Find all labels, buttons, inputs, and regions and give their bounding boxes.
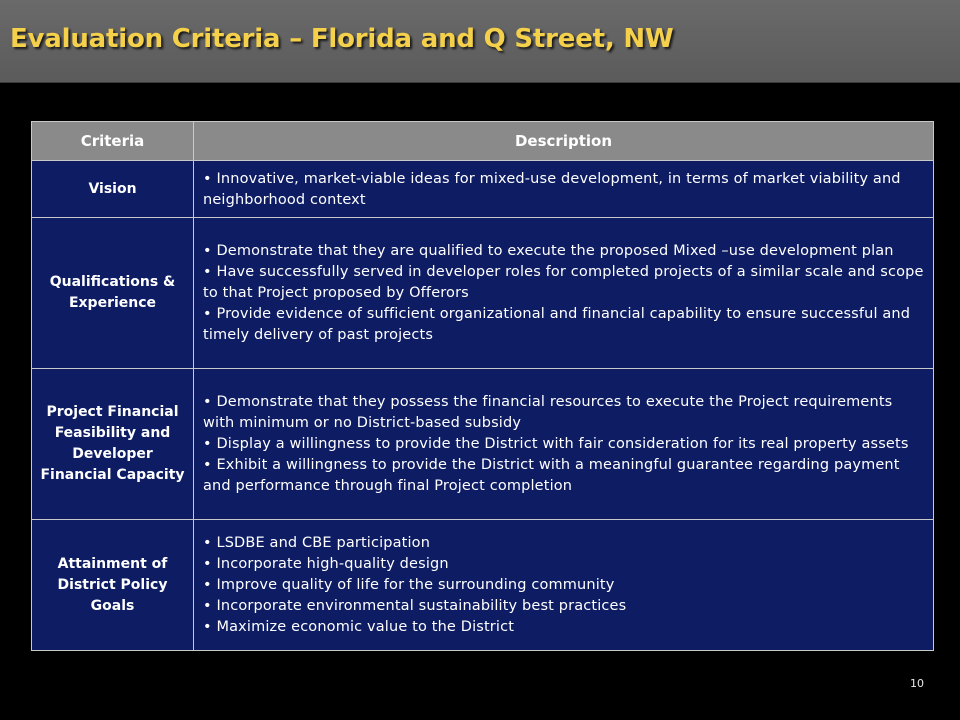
list-item: • LSDBE and CBE participation: [203, 533, 927, 554]
bullet-list: [203, 169, 927, 211]
description-cell: [194, 218, 934, 369]
table-row: [32, 218, 934, 369]
page-number: 10: [910, 677, 924, 690]
list-item: • Innovative, market-viable ideas for mixed-use development, in terms of market viability and neighborhood context: [203, 169, 927, 211]
list-item: • Display a willingness to provide the District with fair consideration for its real property assets: [203, 434, 927, 455]
criteria-cell: Project Financial Feasibility and Developer Financial Capacity: [32, 369, 194, 520]
title-bar: [0, 0, 960, 83]
column-header-description: Description: [194, 122, 934, 161]
bullet-list: [203, 533, 927, 638]
list-item: • Maximize economic value to the District: [203, 617, 927, 638]
list-item: • Have successfully served in developer roles for completed projects of a similar scale and scope to that Project proposed by Offerors: [203, 262, 927, 304]
list-item: • Incorporate high-quality design: [203, 554, 927, 575]
criteria-table: [31, 121, 934, 651]
table-row: [32, 369, 934, 520]
table-row: [32, 161, 934, 218]
slide-title: Evaluation Criteria – Florida and Q Street, NW: [10, 24, 674, 54]
table-header-row: [32, 122, 934, 161]
criteria-cell: Attainment of District Policy Goals: [32, 520, 194, 651]
column-header-criteria: Criteria: [32, 122, 194, 161]
criteria-cell: Qualifications & Experience: [32, 218, 194, 369]
list-item: • Demonstrate that they possess the financial resources to execute the Project requirements with minimum or no District-based subsidy: [203, 392, 927, 434]
list-item: • Provide evidence of sufficient organizational and financial capability to ensure successful and timely delivery of past projects: [203, 304, 927, 346]
list-item: • Demonstrate that they are qualified to execute the proposed Mixed –use development plan: [203, 241, 927, 262]
list-item: • Incorporate environmental sustainability best practices: [203, 596, 927, 617]
description-cell: [194, 161, 934, 218]
description-cell: [194, 520, 934, 651]
description-cell: [194, 369, 934, 520]
list-item: • Exhibit a willingness to provide the District with a meaningful guarantee regarding payment and performance through final Project completion: [203, 455, 927, 497]
criteria-cell: Vision: [32, 161, 194, 218]
bullet-list: [203, 241, 927, 346]
bullet-list: [203, 392, 927, 497]
table-row: [32, 520, 934, 651]
list-item: • Improve quality of life for the surrounding community: [203, 575, 927, 596]
